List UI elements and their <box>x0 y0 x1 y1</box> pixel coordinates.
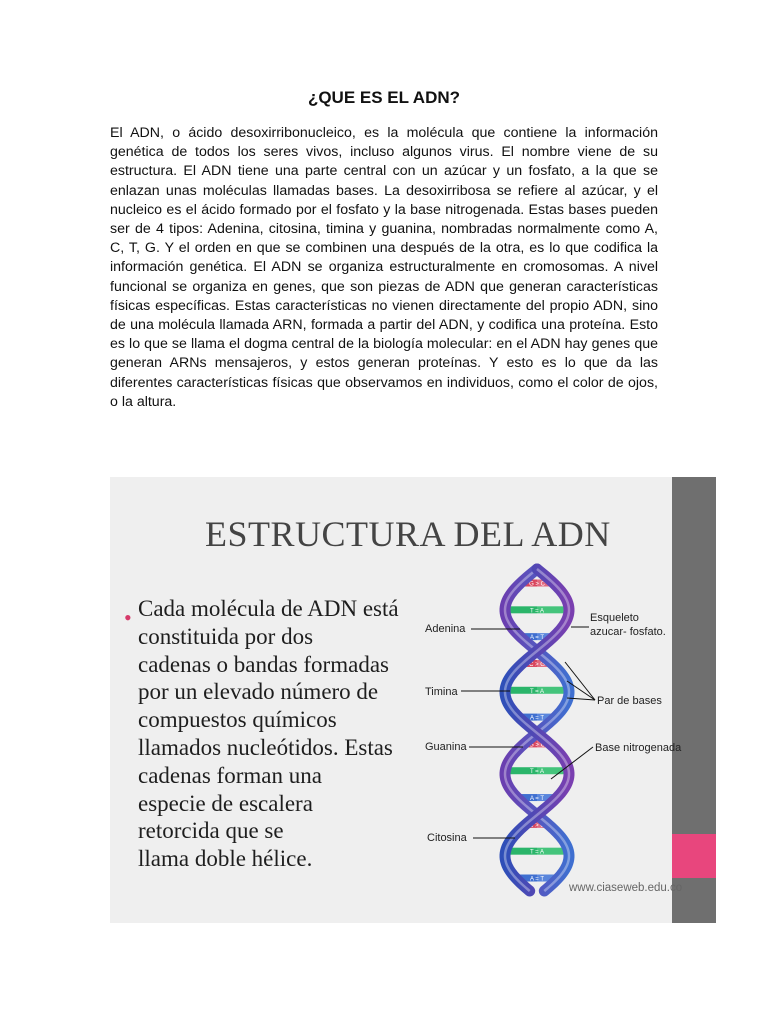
label-guanina: Guanina <box>425 741 467 753</box>
base-pair <box>506 848 569 856</box>
base-pair-label: A = T <box>529 715 545 722</box>
base-pair-label: A = T <box>529 796 545 803</box>
base-pair-label: G > C <box>529 742 545 749</box>
label-azucar-fosfato: azucar- fosfato. <box>590 626 666 638</box>
base-pair <box>505 767 568 775</box>
bullet-line: cadenas forman una <box>138 762 322 788</box>
base-pair-label: T = A <box>529 688 545 695</box>
bullet-line: Cada molécula de ADN está <box>138 596 399 621</box>
slide-bullet <box>138 595 428 873</box>
helix-strands <box>505 569 569 891</box>
slide-accent-block <box>672 834 716 878</box>
base-pair-label: A = T <box>529 635 545 642</box>
bullet-dot-icon: • <box>124 605 132 630</box>
bullet-line: especie de escalera <box>138 790 313 816</box>
watermark-url: www.ciaseweb.edu.co <box>569 882 683 894</box>
label-timina: Timina <box>425 686 458 698</box>
bullet-line: compuestos químicos <box>138 707 337 733</box>
label-base-nitrogenada: Base nitrogenada <box>595 742 682 754</box>
bullet-line: cadenas o bandas formadas <box>138 651 389 677</box>
label-citosina: Citosina <box>427 832 467 844</box>
base-pair <box>505 606 569 614</box>
label-adenina: Adenina <box>425 623 466 635</box>
bullet-line: por un elevado número de <box>138 679 379 705</box>
bullet-line: constituida por dos <box>138 623 314 649</box>
bullet-line: retorcida que se <box>138 818 284 844</box>
base-pair-label: T = A <box>529 608 545 615</box>
dna-slide-image <box>110 477 716 923</box>
base-pair-label: T = A <box>529 769 545 776</box>
base-pair-label: C > G <box>529 661 545 668</box>
base-pair-label: T = A <box>529 849 545 856</box>
bullet-line: llamados nucleótidos. Estas <box>138 734 393 760</box>
dna-double-helix-diagram <box>405 557 683 907</box>
page-title: ¿QUE ES EL ADN? <box>307 88 461 107</box>
body-paragraph: El ADN, o ácido desoxirribonucleico, es la molécula que contiene la información genética de todos los seres vivos, incluso algunos virus. El nombre viene de su estructura. El ADN tiene una parte central con un azúcar y un fosfato, a la que se enlazan unas moléculas llamadas bases. La desoxirribosa se refiere al azúcar, y el nucleico es el ácido formado por el fosfato y la base nitrogenada. Estas bases pueden ser de 4 tipos: Adenina, citosina, timina y guanina, nombradas normalmente como A, C, T, G. Y el orden en que se combinen una después de la otra, es lo que codifica la información genética. El ADN se organiza estructuralmente en cromosomas. A nivel funcional se organiza en genes, que son piezas de ADN que generan características físicas específicas. Estas características no vienen directamente del propio ADN, sino de una molécula llamada ARN, formada a partir del ADN, y codifica una proteína. Esto es lo que se llama el dogma central de la biología molecular: en el ADN hay genes que generan ARNs mensajeros, y estos generan proteínas. Y esto es lo que da las diferentes características físicas que observamos en individuos, como el color de ojos, o la altura. <box>110 125 658 410</box>
label-par-de-bases: Par de bases <box>597 695 662 707</box>
slide-title: ESTRUCTURA DEL ADN <box>205 514 611 554</box>
bullet-line: llama doble hélice. <box>138 846 313 872</box>
base-pair-label: C > G <box>529 822 545 829</box>
base-pair-label: A = T <box>529 876 545 883</box>
base-pair-label: G > C <box>529 581 545 588</box>
label-esqueleto: Esqueleto <box>590 612 639 624</box>
base-pair <box>505 687 569 695</box>
